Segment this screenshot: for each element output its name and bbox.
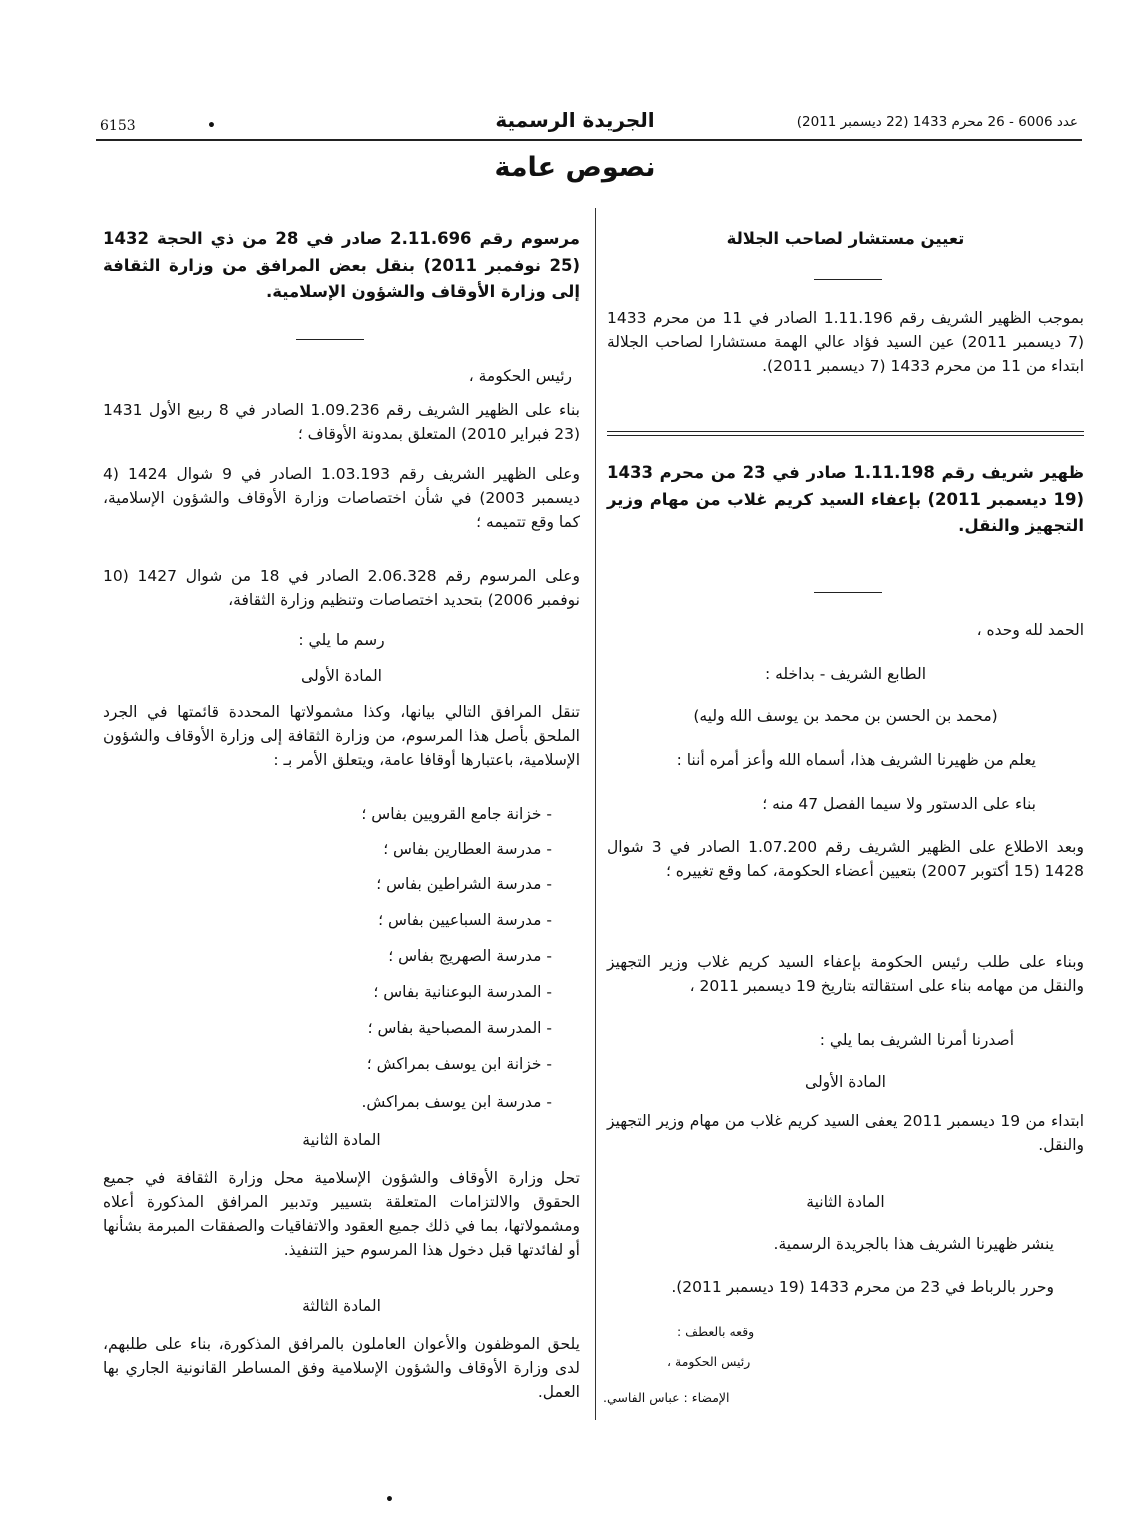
facility-item: - مدرسة الصهريج بفاس ؛ [388,947,552,965]
decree-rule [296,339,364,340]
column-divider [595,208,596,1420]
dahir-on-request: وبناء على طلب رئيس الحكومة بإعفاء السيد كريم غلاب وزير التجهيز والنقل من مهامه بناء على استقالته بتاريخ 19 ديسمبر 2011 ، [607,953,1084,996]
dahir-constitution: بناء على الدستور ولا سيما الفصل 47 منه ؛ [762,795,1036,813]
appointment-body: بموجب الظهير الشريف رقم 1.11.196 الصادر في 11 من محرم 1433 (7 ديسمبر 2011) عين السيد فؤاد عالي الهمة مستشارا لصاحب الجلالة ابتداء من 11 من محرم 1433 (7 ديسمبر 2011). [607,309,1084,376]
decree-art3-heading: المادة الثالثة [302,1297,381,1315]
decree-art2-heading: المادة الثانية [302,1131,381,1149]
facility-item: - خزانة ابن يوسف بمراكش ؛ [366,1055,552,1073]
decree-head: رئيس الحكومة ، [468,367,572,385]
dahir-art2-heading: المادة الثانية [806,1193,885,1211]
header-dot: • [207,118,216,134]
dahir-art2-body: ينشر ظهيرنا الشريف هذا بالجريدة الرسمية. [773,1235,1054,1253]
dahir-intro: يعلم من ظهيرنا الشريف هذا، أسماه الله وأعز أمره أننا : [676,751,1036,769]
decree-basis-2: وعلى الظهير الشريف رقم 1.03.193 الصادر في 9 شوال 1424 (4 ديسمبر 2003) في شأن اختصاصات وزارة الأوقاف والشؤون الإسلامية، كما وقع تتميمه ؛ [103,465,580,532]
section-title: نصوص عامة [494,152,656,183]
facility-item: - مدرسة ابن يوسف بمراكش. [361,1093,552,1111]
decree-art2-body: تحل وزارة الأوقاف والشؤون الإسلامية محل وزارة الثقافة في جميع الحقوق والالتزامات المتعلقة بتسيير وتدبير المرافق المذكورة أعلاه ومشمولاتها، بما في ذلك جميع العقود والاتفاقيات والصفقات المبرمة بشأنها أو لفائدتها قبل دخول هذا المرسوم حيز التنفيذ. [103,1169,580,1260]
facility-item: - مدرسة السباعيين بفاس ؛ [378,911,552,929]
page-number: 6153 [100,118,136,134]
dahir-praise: الحمد لله وحده ، [976,621,1084,639]
facility-item: - المدرسة البوعنانية بفاس ؛ [373,983,552,1001]
dahir-title: ظهير شريف رقم 1.11.198 صادر في 23 من محرم 1433 (19 ديسمبر 2011) بإعفاء السيد كريم غلاب من مهام وزير التجهيز والنقل. [607,463,1084,536]
page-mark: • [385,1492,394,1508]
journal-title: الجريدة الرسمية [495,108,655,132]
dahir-decree: أصدرنا أمرنا الشريف بما يلي : [819,1031,1014,1049]
decree-basis-3: وعلى المرسوم رقم 2.06.328 الصادر في 18 من شوال 1427 (10 نوفمبر 2006) بتحديد اختصاصات وتنظيم وزارة الثقافة، [103,567,580,610]
decree-art3-body: يلحق الموظفون والأعوان العاملون بالمرافق المذكورة، بناء على طلبهم، لدى وزارة الأوقاف والشؤون الإسلامية وفق المساطر القانونية الجاري بها العمل. [103,1335,580,1402]
signature: الإمضاء : عباس الفاسي. [603,1390,730,1405]
countersigned: وقعه بالعطف : [677,1324,755,1339]
head-of-government: رئيس الحكومة ، [667,1354,751,1369]
decree-decreed: رسم ما يلي : [298,631,385,649]
facility-item: - مدرسة العطارين بفاس ؛ [383,840,552,858]
facility-item: - المدرسة المصباحية بفاس ؛ [367,1019,552,1037]
section-separator [607,431,1084,436]
dahir-done-at: وحرر بالرباط في 23 من محرم 1433 (19 ديسمبر 2011). [671,1278,1054,1296]
decree-title: مرسوم رقم 2.11.696 صادر في 28 من ذي الحجة 1432 (25 نوفمبر 2011) بنقل بعض المرافق من وزارة الثقافة إلى وزارة الأوقاف والشؤون الإسلامية. [103,229,580,302]
dahir-after-review: وبعد الاطلاع على الظهير الشريف رقم 1.07.200 الصادر في 3 شوال 1428 (15 أكتوبر 2007) بتعيين أعضاء الحكومة، كما وقع تغييره ؛ [607,838,1084,881]
header-rule [96,139,1082,141]
decree-basis-1: بناء على الظهير الشريف رقم 1.09.236 الصادر في 8 ربيع الأول 1431 (23 فبراير 2010) المتعلق بمدونة الأوقاف ؛ [103,401,580,444]
dahir-seal: الطابع الشريف - بداخله : [764,665,927,683]
dahir-rule [814,592,882,593]
appointment-rule [814,279,882,280]
dahir-art1-heading: المادة الأولى [805,1073,886,1091]
appointment-title: تعيين مستشار لصاحب الجلالة [726,229,965,248]
issue-info: عدد 6006 - 26 محرم 1433 (22 ديسمبر 2011) [796,114,1078,130]
facility-item: - مدرسة الشراطين بفاس ؛ [376,875,552,893]
decree-art1-body: تنقل المرافق التالي بيانها، وكذا مشمولاتها المحددة قائمتها في الجرد الملحق بأصل هذا المرسوم، من وزارة الثقافة إلى وزارة الأوقاف والشؤون الإسلامية، باعتبارها أوقافا عامة، ويتعلق الأمر بـ : [103,703,580,770]
decree-art1-heading: المادة الأولى [301,667,382,685]
dahir-art1-body: ابتداء من 19 ديسمبر 2011 يعفى السيد كريم غلاب من مهام وزير التجهيز والنقل. [607,1112,1085,1155]
facility-item: - خزانة جامع القرويين بفاس ؛ [361,805,552,823]
dahir-seal-name: (محمد بن الحسن بن محمد بن يوسف الله وليه) [693,707,998,725]
